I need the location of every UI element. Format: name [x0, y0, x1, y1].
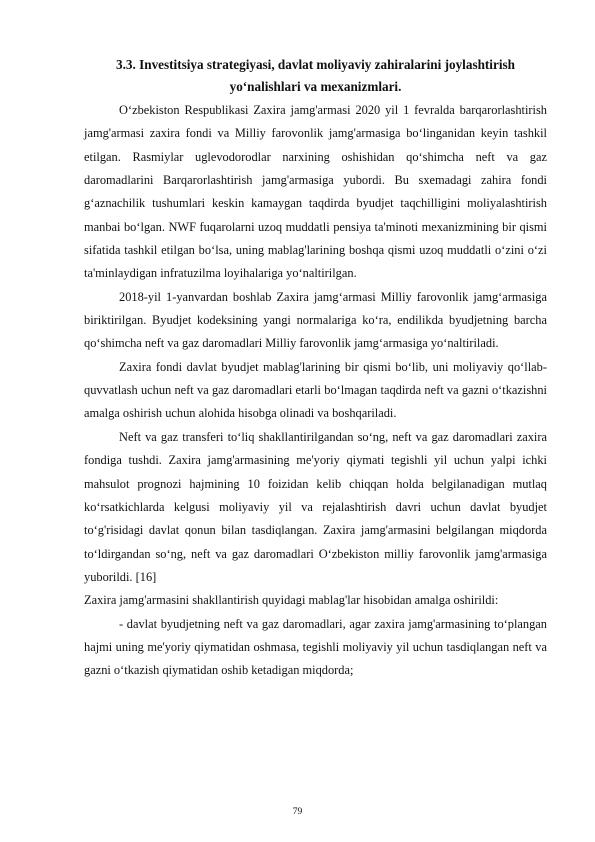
paragraph-5: Zaxira jamg'armasini shakllantirish quyidagi mablag'lar hisobidan amalga oshirildi: — [84, 593, 499, 608]
section-heading — [84, 54, 547, 98]
section-heading-line-1: 3.3. Investitsiya strategiyasi, davlat moliyaviy zahiralarini joylashtirish — [116, 57, 515, 72]
body-text — [84, 99, 547, 683]
page-number: 79 — [292, 807, 303, 817]
section-heading-line-2: yo‘nalishlari va mexanizmlari. — [229, 79, 402, 94]
paragraph-2: 2018-yil 1-yanvardan boshlab Zaxira jamg‘armasi Milliy farovonlik jamg‘armasiga biriktirilgan. Byudjet kodeksining yangi normalariga ko‘ra, endilikda byudjetning barcha qo‘shimcha neft va gaz daromadlari Milliy farovonlik jamg‘armasiga yo‘naltiriladi. — [84, 289, 547, 351]
paragraph-3: Zaxira fondi davlat byudjet mablag'larining bir qismi bo‘lib, uni moliyaviy qo‘llab-quvvatlash uchun neft va gaz daromadlari etarli bo‘lmagan taqdirda neft va gazni o‘tkazishni amalga oshirish uchun alohida hisobga olinadi va boshqariladi. — [84, 359, 547, 421]
paragraph-6: - davlat byudjetning neft va gaz daromadlari, agar zaxira jamg'armasining to‘plangan hajmi uning me'yoriy qiymatidan oshmasa, tegishli moliyaviy yil uchun tasdiqlangan neft va gazni o‘tkazish qiymatidan oshib ketadigan miqdorda; — [84, 616, 547, 678]
paragraph-4: Neft va gaz transferi to‘liq shakllantirilgandan so‘ng, neft va gaz daromadlari zaxira fondiga tushdi. Zaxira jamg'armasining me'yoriy qiymati tegishli yil uchun yalpi ichki mahsulot prognozi hajmining 10 foizidan kelib chiqqan holda belgilanadigan mutlaq ko‘rsatkichlarda kelgusi moliyaviy yil va rejalashtirish davri uchun davlat byudjet to‘g'risidagi davlat qonun bilan tasdiqlangan. Zaxira jamg'armasini belgilangan miqdorda to‘ldirgandan so‘ng, neft va gaz daromadlari O‘zbekiston milliy farovonlik jamg'armasiga yuborildi. [16] — [84, 429, 547, 584]
paragraph-1: O‘zbekiston Respublikasi Zaxira jamg'armasi 2020 yil 1 fevralda barqarorlashtirish jamg'armasi zaxira fondi va Milliy farovonlik jamg'armasiga bo‘linganidan keyin tashkil etilgan. Rasmiylar uglevodorodlar narxining oshishidan qo‘shimcha neft va gaz daromadlarini Barqarorlashtirish jamg'armasiga yubordi. Bu sxemadagi zahira fondi g‘aznachilik tushumlari keskin kamaygan taqdirda byudjet taqchilligini moliyalashtirish manbai bo‘lgan. NWF fuqarolarni uzoq muddatli pensiya ta'minoti mexanizmining bir qismi sifatida tashkil etilgan bo‘lsa, uning mablag'larining boshqa qismi uzoq muddatli o‘zini o‘zi ta'minlaydigan infratuzilma loyihalariga yo‘naltirilgan. — [84, 103, 547, 281]
